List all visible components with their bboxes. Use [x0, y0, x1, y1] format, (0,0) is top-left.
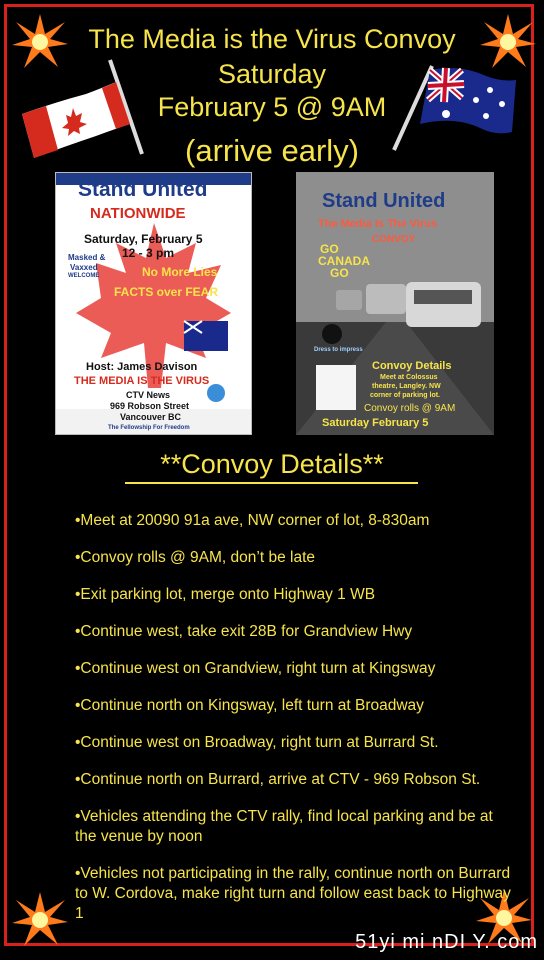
- poster-left-subtitle: NATIONWIDE: [90, 205, 186, 222]
- list-item: •Continue west, take exit 28B for Grandview Hwy: [75, 623, 413, 640]
- convoy-details-list: [75, 511, 515, 924]
- poster-left-title: Stand United: [78, 178, 208, 201]
- list-item: •Meet at 20090 91a ave, NW corner of lot, 8-830am: [75, 512, 430, 529]
- poster-right-details-3: corner of parking lot.: [370, 392, 441, 399]
- poster-right-title: Stand United: [322, 190, 446, 212]
- poster-right-go-3: GO: [330, 266, 349, 280]
- poster-left-venue-1: CTV News: [126, 390, 171, 400]
- list-item: •Exit parking lot, merge onto Highway 1 WB: [75, 586, 376, 603]
- poster-right-subtitle: The Media Is The Virus: [318, 218, 437, 230]
- poster-right-details-1: Meet at Colossus: [380, 374, 438, 381]
- poster-left-venue-3: Vancouver BC: [120, 412, 182, 422]
- poster-right-dress: Dress to impress: [314, 347, 363, 353]
- poster-right-rolls: Convoy rolls @ 9AM: [364, 403, 456, 414]
- poster-right-go-2: CANADA: [318, 254, 370, 268]
- poster-left-slogan-2: FACTS over FEAR: [114, 285, 219, 299]
- poster-left-venue-2: 969 Robson Street: [110, 401, 190, 411]
- poster-right-subtitle-2: CONVOY: [372, 234, 416, 245]
- convoy-poster: [296, 172, 494, 435]
- title-line-2: Saturday: [217, 59, 327, 89]
- poster-left-footer: The Fellowship For Freedom: [108, 425, 190, 431]
- list-item: •Continue north on Burrard, arrive at CTV - 969 Robson St.: [75, 771, 481, 788]
- title-line-3: February 5 @ 9AM: [157, 92, 387, 122]
- poster-right-details-title: Convoy Details: [372, 360, 452, 372]
- list-item: •Convoy rolls @ 9AM, don’t be late: [75, 549, 315, 566]
- list-item: •Continue west on Grandview, right turn at Kingsway: [75, 660, 436, 677]
- poster-left-slogan-1: No More Lies: [142, 265, 218, 279]
- poster-left-side-note-3: WELCOME: [68, 273, 100, 279]
- list-item: •Vehicles not participating in the rally, continue north on Burrard to W. Cordova, make right turn and follow east back to Highway 1: [75, 865, 511, 922]
- details-heading: **Convoy Details**: [160, 449, 384, 479]
- poster-left-host: Host: James Davison: [86, 361, 198, 373]
- firework-burst-icon: [10, 890, 70, 950]
- list-item: •Continue west on Broadway, right turn at Burrard St.: [75, 734, 439, 751]
- title-line-4: (arrive early): [185, 133, 359, 168]
- heading-underline: [125, 482, 418, 484]
- poster-right-go-1: GO: [320, 242, 339, 256]
- poster-right-date: Saturday February 5: [322, 417, 429, 429]
- poster-left-banner: THE MEDIA IS THE VIRUS: [74, 375, 210, 387]
- poster-left-side-note-1: Masked &: [68, 253, 106, 262]
- nationwide-poster: [55, 172, 252, 435]
- list-item: •Vehicles attending the CTV rally, find local parking and be at the venue by noon: [75, 808, 493, 845]
- watermark: 51yi mi nDI Y. com: [355, 931, 538, 953]
- poster-right-details-2: theatre, Langley. NW: [372, 383, 441, 390]
- poster-left-date: Saturday, February 5: [84, 232, 203, 246]
- poster-left-side-note-2: Vaxxed: [70, 263, 98, 272]
- title-line-1: The Media is the Virus Convoy: [88, 24, 456, 54]
- list-item: •Continue north on Kingsway, left turn at Broadway: [75, 697, 424, 714]
- poster-left-time: 12 - 3 pm: [122, 246, 175, 260]
